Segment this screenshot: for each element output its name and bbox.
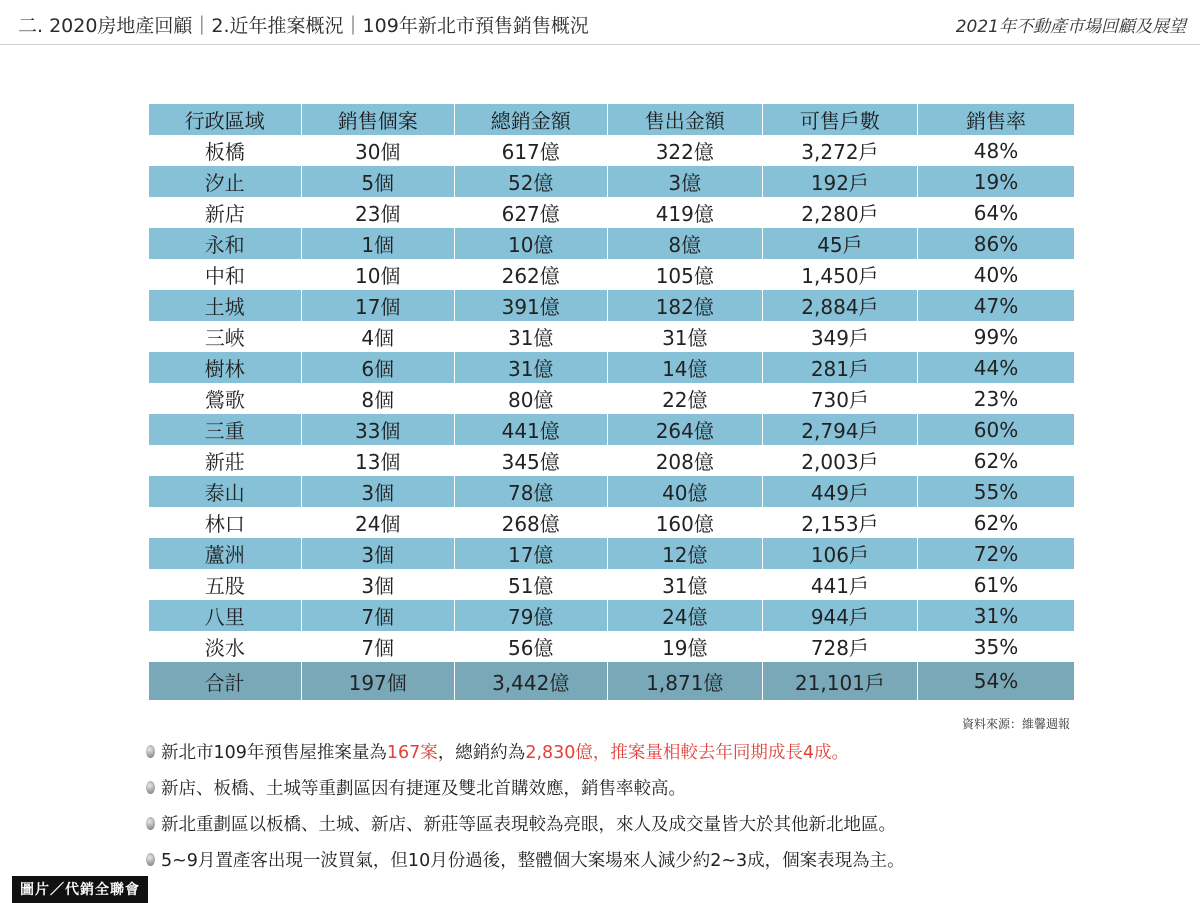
table-row (149, 352, 1075, 383)
table-cell: 17億 (454, 538, 607, 569)
table-cell: 419億 (607, 197, 762, 228)
table-row (149, 507, 1075, 538)
table-cell: 44% (918, 352, 1074, 383)
table-cell: 19% (918, 166, 1074, 197)
table-cell: 64% (918, 197, 1074, 228)
bullet-dot-icon (146, 781, 155, 794)
table-cell: 45戶 (762, 228, 917, 259)
table-cell: 35% (918, 631, 1074, 662)
table-cell: 新店 (149, 197, 302, 228)
table-cell: 31% (918, 600, 1074, 631)
total-cell: 1,871億 (607, 662, 762, 700)
table-cell: 160億 (607, 507, 762, 538)
table-cell: 33個 (301, 414, 454, 445)
table-row (149, 476, 1075, 507)
table-cell: 262億 (454, 259, 607, 290)
table-cell: 944戶 (762, 600, 917, 631)
table-cell: 441億 (454, 414, 607, 445)
table-cell: 三峽 (149, 321, 302, 352)
table-cell: 449戶 (762, 476, 917, 507)
table-cell: 3個 (301, 476, 454, 507)
table-cell: 泰山 (204, 481, 245, 505)
table-row (149, 135, 1075, 166)
table-cell: 345億 (454, 445, 607, 476)
table-cell: 17個 (301, 290, 454, 321)
table-row (149, 166, 1075, 197)
table-cell: 52億 (454, 166, 607, 197)
total-cell: 197個 (301, 662, 454, 700)
bullet-dot-icon (146, 817, 155, 830)
text-segment: 新北市109年預售屋推案量為 (161, 742, 387, 763)
table-cell: 7個 (301, 631, 454, 662)
table-cell: 78億 (454, 476, 607, 507)
table-cell: 106戶 (762, 538, 917, 569)
column-header: 行政區域 (184, 109, 265, 133)
table-cell: 192戶 (762, 166, 917, 197)
table-cell: 62% (918, 445, 1074, 476)
table-cell: 10個 (301, 259, 454, 290)
table-cell: 8億 (607, 228, 762, 259)
table-cell: 182億 (607, 290, 762, 321)
table-row (149, 538, 1075, 569)
table-cell: 24個 (301, 507, 454, 538)
table-cell: 23個 (301, 197, 454, 228)
table-cell: 48% (918, 135, 1074, 166)
table-cell: 土城 (204, 295, 245, 319)
table-row (149, 290, 1075, 321)
image-credit: 圖片／代銷全聯會 (12, 876, 148, 903)
summary-bullets (146, 733, 1146, 877)
bullet-dot-icon (146, 745, 155, 758)
table-cell: 五股 (149, 569, 302, 600)
table-cell: 55% (918, 476, 1074, 507)
table-cell: 7個 (301, 600, 454, 631)
table-header-row (149, 104, 1075, 135)
table-cell: 4個 (301, 321, 454, 352)
bullet-dot-icon (146, 853, 155, 866)
table-cell: 62% (918, 507, 1074, 538)
table-cell: 349戶 (762, 321, 917, 352)
total-cell: 3,442億 (454, 662, 607, 700)
table-cell: 627億 (454, 197, 607, 228)
text-segment: 5~9月置產客出現一波買氣，但10月份過後，整體個大案場來人減少約2~3成，個案表現為主。 (161, 850, 905, 871)
table-cell: 208億 (607, 445, 762, 476)
table-cell: 2,794戶 (762, 414, 917, 445)
table-cell: 268億 (454, 507, 607, 538)
total-cell: 54% (918, 662, 1074, 700)
table-cell: 391億 (454, 290, 607, 321)
table-cell: 617億 (454, 135, 607, 166)
bullet-text (161, 739, 849, 764)
table-cell: 80億 (454, 383, 607, 414)
column-header: 售出金額 (607, 104, 762, 135)
table-cell: 3個 (301, 569, 454, 600)
table-cell: 8個 (301, 383, 454, 414)
page-header (0, 0, 1200, 48)
table-cell: 19億 (607, 631, 762, 662)
table-cell: 23% (918, 383, 1074, 414)
table-cell: 5個 (301, 166, 454, 197)
table-cell: 47% (918, 290, 1074, 321)
table-cell: 永和 (204, 233, 245, 257)
table-cell: 新莊 (149, 445, 302, 476)
table-row (149, 569, 1075, 600)
table-cell: 3億 (607, 166, 762, 197)
text-segment: 新店、板橋、土城等重劃區因有捷運及雙北首購效應，銷售率較高。 (161, 778, 686, 799)
table-cell: 31億 (607, 321, 762, 352)
table-cell: 728戶 (762, 631, 917, 662)
column-header: 可售戶數 (762, 104, 917, 135)
bullet-item (146, 733, 1146, 769)
table-cell: 板橋 (149, 135, 302, 166)
table-cell: 281戶 (762, 352, 917, 383)
bullet-text (161, 775, 686, 800)
table-cell: 40億 (607, 476, 762, 507)
table-cell: 14億 (607, 352, 762, 383)
table-cell: 24億 (607, 600, 762, 631)
table-cell: 30個 (301, 135, 454, 166)
table-row (149, 383, 1075, 414)
table-cell: 61% (918, 569, 1074, 600)
column-header: 銷售率 (918, 104, 1074, 135)
table-cell: 2,153戶 (762, 507, 917, 538)
table-cell: 79億 (454, 600, 607, 631)
table-row (149, 228, 1075, 259)
table-cell: 31億 (454, 352, 607, 383)
table-cell: 3個 (301, 538, 454, 569)
header-divider (0, 44, 1200, 45)
highlight-text: 167案 (386, 742, 438, 763)
column-header: 總銷金額 (454, 104, 607, 135)
section-title: 二. 2020房地產回顧｜2.近年推案概況｜109年新北市預售銷售概況 (18, 15, 589, 37)
bullet-text (161, 811, 896, 836)
table-cell: 1,450戶 (762, 259, 917, 290)
table-cell: 56億 (454, 631, 607, 662)
table-cell: 322億 (607, 135, 762, 166)
table-row (149, 600, 1075, 631)
table-cell: 2,884戶 (762, 290, 917, 321)
table-cell: 蘆洲 (204, 543, 245, 567)
table-total-row (149, 662, 1075, 700)
table-cell: 60% (918, 414, 1074, 445)
bullet-text (161, 847, 905, 872)
bullet-item (146, 805, 1146, 841)
bullet-item (146, 841, 1146, 877)
table-cell: 12億 (607, 538, 762, 569)
table-cell: 鶯歌 (149, 383, 302, 414)
table-cell: 31億 (607, 569, 762, 600)
table-cell: 86% (918, 228, 1074, 259)
table-cell: 31億 (454, 321, 607, 352)
table-row (149, 414, 1075, 445)
table-cell: 72% (918, 538, 1074, 569)
table-cell: 10億 (454, 228, 607, 259)
table-row (149, 631, 1075, 662)
table-cell: 樹林 (204, 357, 245, 381)
total-cell: 合計 (204, 670, 245, 695)
bullet-item (146, 769, 1146, 805)
sales-table (148, 104, 1074, 700)
table-cell: 中和 (149, 259, 302, 290)
data-source-note: 資料來源：維馨週報 (961, 717, 1070, 731)
total-cell: 21,101戶 (762, 662, 917, 700)
table-cell: 441戶 (762, 569, 917, 600)
table-cell: 1個 (301, 228, 454, 259)
report-title: 2021年不動產市場回顧及展望 (955, 17, 1186, 37)
table-cell: 汐止 (204, 171, 245, 195)
table-cell: 51億 (454, 569, 607, 600)
table-row (149, 259, 1075, 290)
table-cell: 林口 (149, 507, 302, 538)
table-cell: 三重 (204, 419, 245, 443)
table-cell: 105億 (607, 259, 762, 290)
table-cell: 13個 (301, 445, 454, 476)
table-cell: 6個 (301, 352, 454, 383)
table-cell: 2,003戶 (762, 445, 917, 476)
table-cell: 22億 (607, 383, 762, 414)
table-cell: 40% (918, 259, 1074, 290)
text-segment: 新北重劃區以板橋、土城、新店、新莊等區表現較為亮眼，來人及成交量皆大於其他新北地區。 (161, 814, 896, 835)
table-cell: 730戶 (762, 383, 917, 414)
highlight-text: 2,830億，推案量相較去年同期成長4成。 (525, 742, 850, 763)
text-segment: ，總銷約為 (437, 742, 526, 763)
table-cell: 八里 (204, 605, 245, 629)
table-cell: 淡水 (149, 631, 302, 662)
table-cell: 3,272戶 (762, 135, 917, 166)
table-cell: 264億 (607, 414, 762, 445)
table-row (149, 197, 1075, 228)
table-row (149, 321, 1075, 352)
table-row (149, 445, 1075, 476)
column-header: 銷售個案 (301, 104, 454, 135)
table-body (149, 135, 1075, 700)
table-cell: 2,280戶 (762, 197, 917, 228)
table-cell: 99% (918, 321, 1074, 352)
